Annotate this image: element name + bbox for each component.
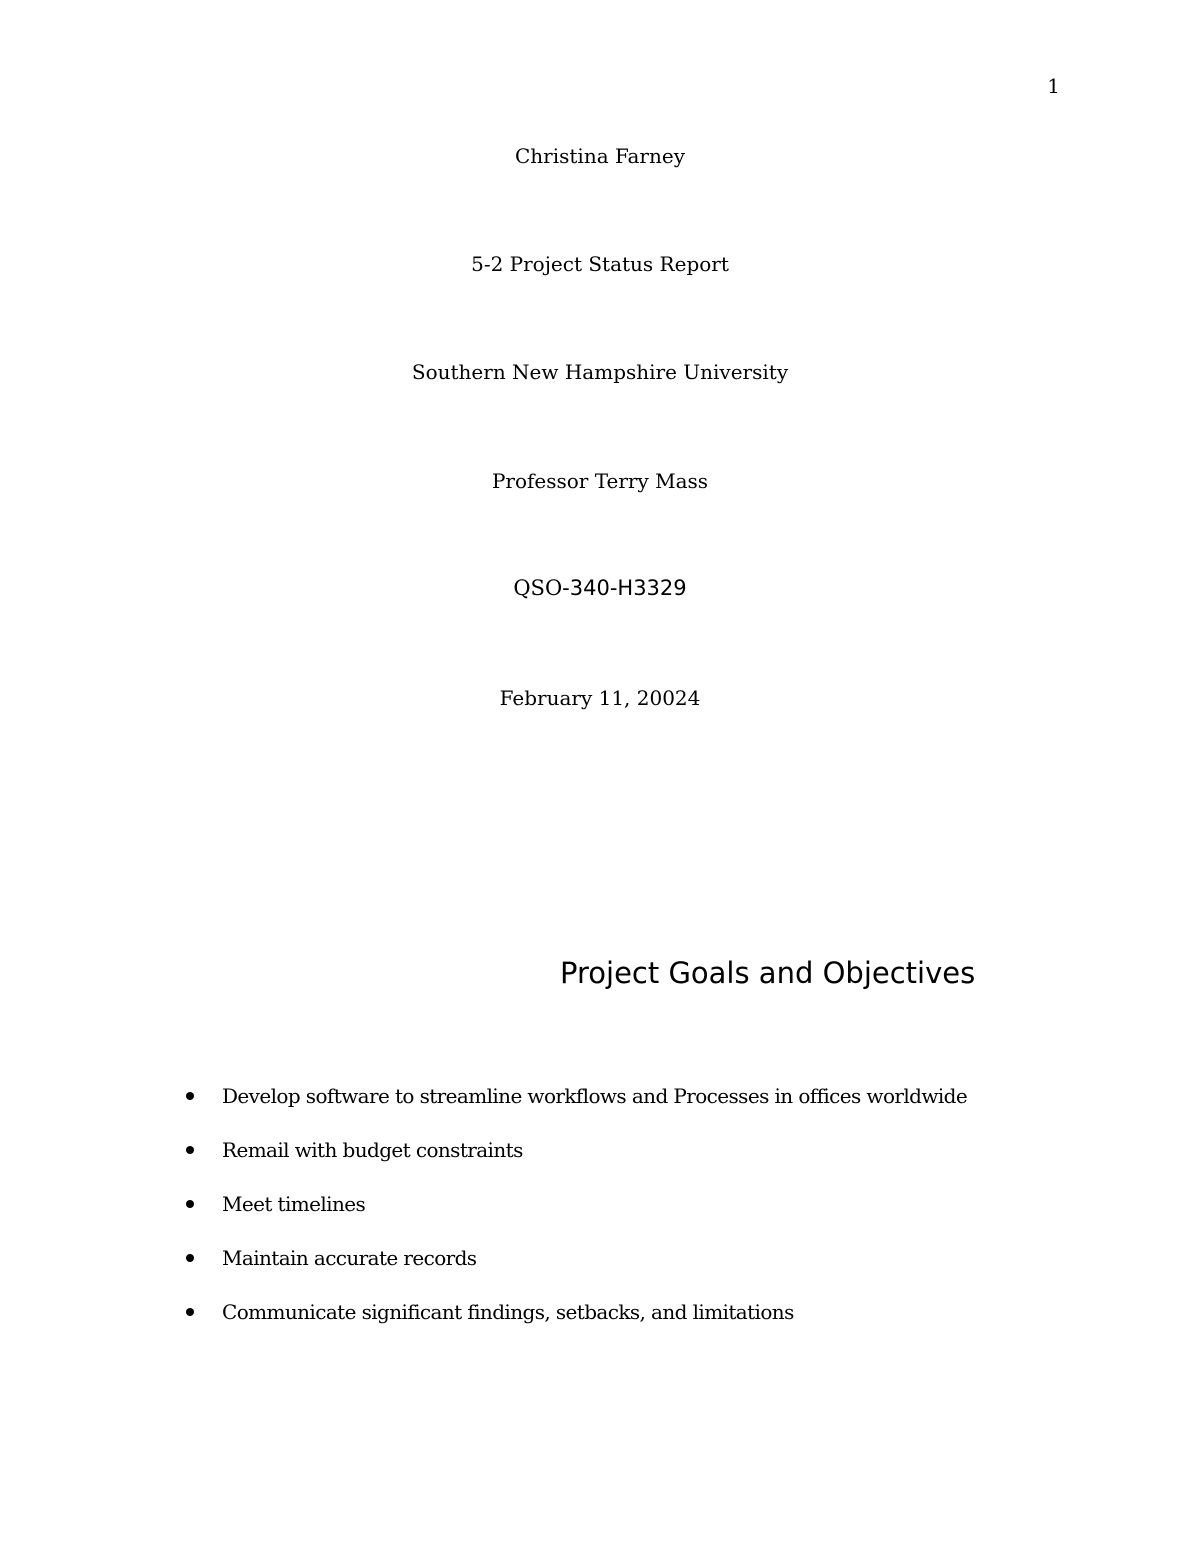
page-number: 1: [1047, 74, 1060, 98]
section-heading: Project Goals and Objectives: [560, 956, 976, 990]
bullet-icon: [186, 1146, 194, 1154]
goal-text: Develop software to streamline workflows and Processes in offices worldwide: [222, 1084, 968, 1108]
course-code-number: -340-H3329: [562, 576, 687, 600]
goal-text: Meet timelines: [222, 1192, 366, 1216]
goal-item: [0, 1080, 1000, 1110]
goal-item: [0, 1134, 1000, 1164]
bullet-icon: [186, 1308, 194, 1316]
institution-name: Southern New Hampshire University: [411, 360, 789, 384]
goal-item: [0, 1188, 1000, 1218]
instructor-name: Professor Terry Mass: [491, 469, 709, 493]
goal-item: [0, 1242, 1000, 1272]
goal-text: Maintain accurate records: [222, 1246, 477, 1270]
bullet-icon: [186, 1092, 194, 1100]
submission-date: February 11, 20024: [499, 686, 701, 710]
assignment-title: 5-2 Project Status Report: [471, 252, 729, 276]
bullet-icon: [186, 1254, 194, 1262]
goal-text: Remail with budget constraints: [222, 1138, 523, 1162]
goal-item: [0, 1296, 1000, 1326]
course-code-prefix: QSO: [513, 576, 563, 600]
author-name: Christina Farney: [514, 144, 686, 168]
goal-text: Communicate significant findings, setbacks, and limitations: [222, 1300, 794, 1324]
bullet-icon: [186, 1200, 194, 1208]
course-code: [0, 575, 1200, 601]
